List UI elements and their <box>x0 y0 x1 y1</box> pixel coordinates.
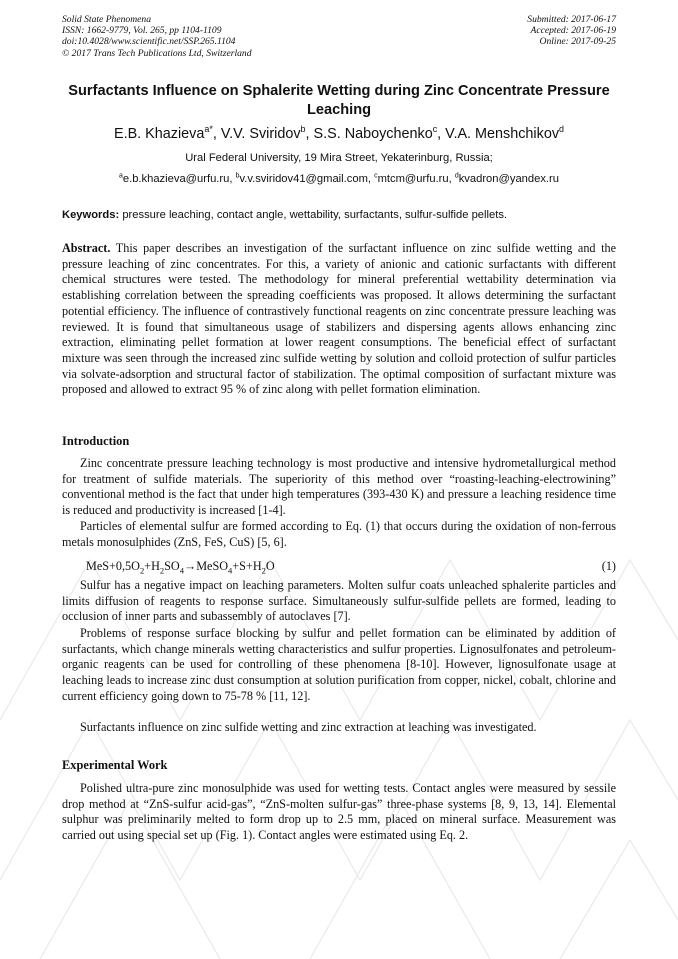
online-date: Online: 2017-09-25 <box>539 36 616 48</box>
author-name: V.A. Menshchikov <box>445 126 560 142</box>
equation-number: (1) <box>601 559 616 573</box>
paragraph: Surfactants influence on zinc sulfide wetting and zinc extraction at leaching was investigated. <box>80 720 537 734</box>
paragraph: Sulfur has a negative impact on leaching parameters. Molten sulfur coats unleached sphalerite particles and limits diffusion of reagents to response surface. Simultaneously sulfur-sulfide pellets are formed, leading to occlusion of inner parts and subassembly of autoclaves [7]. <box>62 578 616 624</box>
email-mark: a <box>119 172 123 180</box>
author-list: E.B. Khazieva$^{a*}$, V.V. Sviridov$^b$, S.S. Naboychenko$^c$, V.A. Menshchikov$^d$ <box>113 124 564 142</box>
email-mark: c <box>374 172 378 180</box>
email-list: $^a$e.b.khazieva@urfu.ru, $^b$v.v.sviridov41@gmail.com, $^c$mtcm@urfu.ru, $^d$kvadron@yandex.ru <box>119 172 559 185</box>
keywords <box>62 208 616 222</box>
author-name: S.S. Naboychenko <box>313 126 433 142</box>
paper-title: Surfactants Influence on Sphalerite Wetting during Zinc Concentrate Pressure Leaching <box>68 83 610 118</box>
equation-formula: $MeS+0,5O_2+H_2SO_4\to MeSO_4+S+H_2O$ <box>86 559 275 576</box>
author-affil-mark: a* <box>204 124 213 135</box>
copyright: © 2017 Trans Tech Publications Ltd, Switzerland <box>62 47 252 59</box>
section-heading-experimental: Experimental Work <box>62 758 168 772</box>
affiliation: Ural Federal University, 19 Mira Street, Yekaterinburg, Russia; <box>185 152 493 164</box>
journal-header <box>62 14 616 64</box>
author-affil-mark: d <box>559 124 564 135</box>
abstract-text: This paper describes an investigation of the surfactant influence on zinc sulfide wetting and the pressure leaching of zinc concentrates. For this, a variety of anionic and cationic surfactants with different chemical structures were tested. The methodology for mineral preferential wettability determination via establishing correlation between the spreading coefficients was proposed. It allows determining the surfactant potential efficiency. The influence of contrastively functional reagents on zinc concentrate pressure leaching was reviewed. It is found that simultaneous usage of stabilizers and dispersing agents allows enhancing zinc extraction, eliminating pellet formation at lower reagent consumptions. The beneficial effect of surfactant mixture was seen through the increased zinc sulfide wetting by solution and colloid protection of sulfur particles via solvate-adsorption and structural factor of stabilization. The optimal composition of surfactant mixture was proposed and allowed to extract 95 % of zinc along with pellet formation elimination. <box>62 241 616 397</box>
journal-issn: ISSN: 1662-9779, Vol. 265, pp 1104-1109 <box>62 25 222 37</box>
paragraph: Particles of elemental sulfur are formed according to Eq. (1) that occurs during the oxidation of non-ferrous metals monosulphides (ZnS, FeS, CuS) [5, 6]. <box>62 519 616 549</box>
email-mark: b <box>235 172 240 180</box>
keywords-text: pressure leaching, contact angle, wettability, surfactants, sulfur-sulfide pellets. <box>122 209 508 221</box>
author-email[interactable]: e.b.khazieva@urfu.ru <box>122 173 230 185</box>
journal-doi[interactable]: doi:10.4028/www.scientific.net/SSP.265.1104 <box>62 36 236 48</box>
section-heading-introduction: Introduction <box>62 434 130 448</box>
abstract-label: Abstract. <box>62 241 111 255</box>
keywords-label: Keywords: <box>62 209 120 221</box>
abstract <box>62 241 616 398</box>
author-name: E.B. Khazieva <box>113 126 205 142</box>
paragraph: Polished ultra-pure zinc monosulphide was used for wetting tests. Contact angles were measured by sessile drop method at “ZnS-sulfur acid-gas”, “ZnS-molten sulfur-gas” three-phase systems [8, 9, 13, 14]. Elemental sulphur was preliminarily melted to form drop up to 2.5 mm, placed on mineral surface. Measurement was carried out using special set up (Fig. 1). Contact angles were estimated using Eq. 2. <box>62 781 616 843</box>
author-name: V.V. Sviridov <box>220 126 301 142</box>
author-email[interactable]: kvadron@yandex.ru <box>458 173 559 185</box>
author-affil-mark: c <box>432 124 438 135</box>
author-email[interactable]: mtcm@urfu.ru <box>377 173 449 185</box>
email-mark: d <box>454 172 459 180</box>
paragraph: Problems of response surface blocking by sulfur and pellet formation can be eliminated by addition of surfactants, which change minerals wetting characteristics and sulfur properties. Lignosulfonates and petroleum-organic reagents can be used for controlling of these phenomena [8-10]. However, lignosulfonate usage at leaching leads to increase zinc dust consumption at solution purification from copper, nickel, cobalt, chlorine and current efficiency going down to 75-78 % [11, 12]. <box>62 626 616 703</box>
author-affil-mark: b <box>300 124 306 135</box>
author-email[interactable]: v.v.sviridov41@gmail.com <box>239 173 368 185</box>
submitted-date: Submitted: 2017-06-17 <box>527 14 616 25</box>
accepted-date: Accepted: 2017-06-19 <box>530 25 616 37</box>
paragraph: Zinc concentrate pressure leaching technology is most productive and intensive hydrometallurgical method for treatment of sulfide materials. The superiority of this method over “roasting-leaching-electrowining” conventional method is the fact that under high temperatures (393-430 K) and pressure a leaching residence time is reduced and productivity is increased [1-4]. <box>62 456 616 518</box>
journal-name: Solid State Phenomena <box>62 14 151 25</box>
